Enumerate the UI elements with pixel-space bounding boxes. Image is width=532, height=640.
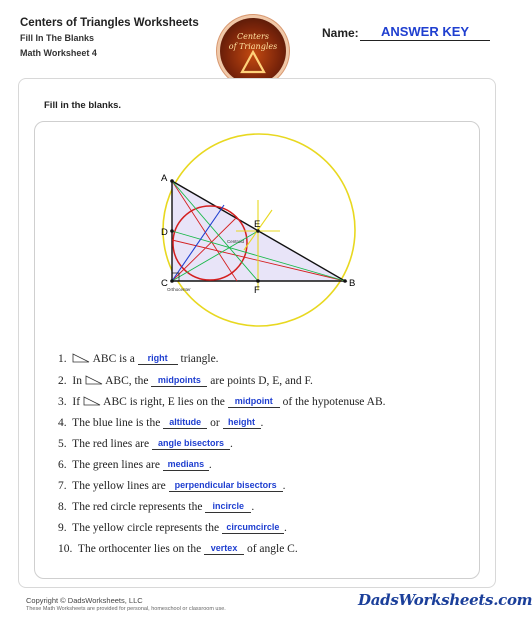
usage-note: These Math Worksheets are provided for personal, homeschool or classroom use. [26,606,226,612]
name-label: Name: [322,26,359,40]
question-6: 6. The green lines are medians . [58,459,212,471]
answer-blank: altitude [163,417,207,429]
question-3: 3. If ABC is right, E lies on the midpoint of the hypotenuse AB. [58,396,386,408]
orthocenter-label: Orthocenter [167,287,191,292]
worksheet-number: Math Worksheet 4 [20,48,97,58]
question-8: 8. The red circle represents the incircle . [58,501,255,513]
answer-blank: perpendicular bisectors [169,480,283,492]
logo-triangle-icon [220,18,286,84]
label-c: C [161,278,168,289]
label-d: D [161,227,168,238]
centroid-label: Centroid [227,239,245,244]
answer-blank: circumcircle [222,522,284,534]
question-7: 7. The yellow lines are perpendicular bisectors . [58,480,286,492]
question-10: 10. The orthocenter lies on the vertex of angle C. [58,543,298,555]
centers-of-triangles-logo [220,18,286,84]
triangle-symbol-icon [85,375,103,385]
logo-line1: Centers [237,32,269,41]
instructions: Fill in the blanks. [44,100,122,111]
answer-blank: height [223,417,261,429]
copyright: Copyright © DadsWorksheets, LLC [26,596,143,605]
label-f: F [254,285,260,296]
triangle-symbol-icon [72,353,90,363]
answer-blank: right [138,353,178,365]
logo-line2: of Triangles [228,42,278,51]
answer-blank: midpoints [151,375,207,387]
triangle-figure [150,140,360,330]
question-9: 9. The yellow circle represents the circumcircle . [58,522,287,534]
question-2: 2. In ABC, the midpoints are points D, E, and F. [58,375,313,387]
worksheet-title: Centers of Triangles Worksheets [20,17,199,29]
answer-blank: midpoint [228,396,280,408]
label-e: E [254,219,261,230]
worksheet-header [20,16,199,61]
answer-blank: medians [163,459,209,471]
question-5: 5. The red lines are angle bisectors . [58,438,233,450]
question-4: 4. The blue line is the altitude or height . [58,417,264,429]
answer-key-field: ANSWER KEY [360,24,490,41]
answer-blank: incircle [205,501,251,513]
brand-logo[interactable]: DadsWorksheets.com [358,591,532,609]
label-b: B [349,278,356,289]
question-1: 1. ABC is a right triangle. [58,353,219,365]
worksheet-subtitle: Fill In The Blanks [20,33,95,43]
triangle-symbol-icon [83,396,101,406]
label-a: A [161,173,168,184]
answer-blank: angle bisectors [152,438,230,450]
answer-blank: vertex [204,543,244,555]
